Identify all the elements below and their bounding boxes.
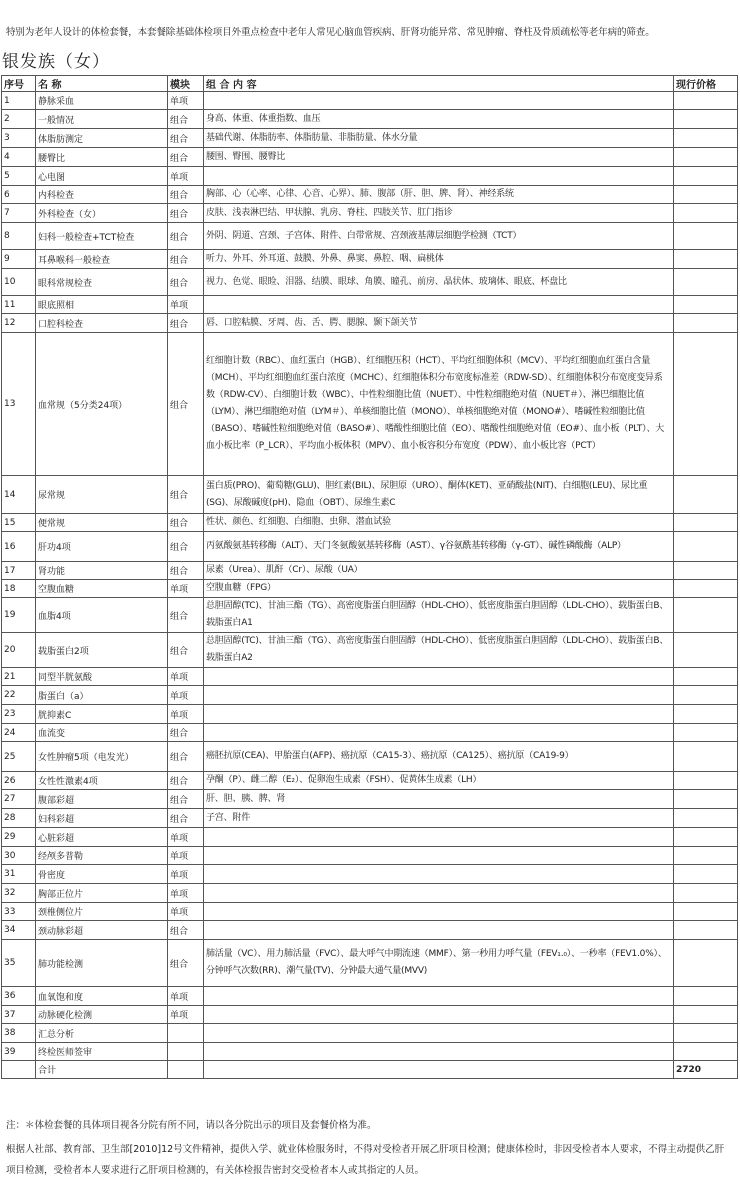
row-no: 14 [2, 476, 36, 514]
row-module: 单项 [168, 903, 204, 921]
table-row [2, 314, 738, 333]
table-row [2, 514, 738, 532]
row-no: 32 [2, 884, 36, 903]
row-price [674, 580, 738, 598]
table-row [2, 809, 738, 828]
row-price [674, 532, 738, 562]
row-module: 单项 [168, 847, 204, 865]
row-price [674, 847, 738, 865]
row-module: 组合 [168, 532, 204, 562]
row-content: 视力、色觉、眼睑、泪器、结膜、眼球、角膜、瞳孔、前房、晶状体、玻璃体、眼底、杯盘比 [204, 269, 674, 296]
row-price [674, 296, 738, 314]
row-name: 骨密度 [36, 865, 168, 884]
row-module: 单项 [168, 167, 204, 186]
row-name: 血脂4项 [36, 598, 168, 633]
row-name: 便常规 [36, 514, 168, 532]
table-row [2, 204, 738, 223]
row-name: 一般情况 [36, 110, 168, 129]
row-no: 34 [2, 921, 36, 940]
row-content: 腰围、臀围、腰臀比 [204, 148, 674, 167]
row-content: 外阴、阴道、宫颈、子宫体、附件、白带常规、宫颈液基薄层细胞学检测（TCT） [204, 223, 674, 250]
row-no: 28 [2, 809, 36, 828]
row-price [674, 903, 738, 921]
row-price [674, 204, 738, 223]
table-row [2, 1024, 738, 1043]
row-name: 静脉采血 [36, 92, 168, 110]
row-no: 3 [2, 129, 36, 148]
row-content [204, 903, 674, 921]
row-module: 组合 [168, 110, 204, 129]
row-price [674, 921, 738, 940]
row-name: 胸部正位片 [36, 884, 168, 903]
row-name: 同型半胱氨酸 [36, 668, 168, 686]
row-module: 组合 [168, 562, 204, 580]
table-row [2, 476, 738, 514]
row-content: 总胆固醇(TC)、甘油三酯（TG）、高密度脂蛋白胆固醇（HDL-CHO）、低密度脂蛋白胆固醇（LDL-CHO）、载脂蛋白B、载脂蛋白A1 [204, 598, 674, 633]
row-price [674, 129, 738, 148]
row-name: 空腹血糖 [36, 580, 168, 598]
row-content: 丙氨酸氨基转移酶（ALT）、天门冬氨酸氨基转移酶（AST）、γ谷氨酰基转移酶（γ-GT）、碱性磷酸酶（ALP） [204, 532, 674, 562]
row-price [674, 809, 738, 828]
row-name: 终检医师签审 [36, 1043, 168, 1061]
table-row [2, 333, 738, 476]
row-content [204, 865, 674, 884]
row-price [674, 110, 738, 129]
row-module: 组合 [168, 790, 204, 809]
table-row [2, 1043, 738, 1061]
row-no: 35 [2, 940, 36, 987]
table-row [2, 580, 738, 598]
row-price [674, 940, 738, 987]
table-row [2, 921, 738, 940]
row-module: 单项 [168, 1006, 204, 1024]
row-price [674, 92, 738, 110]
row-content [204, 92, 674, 110]
table-row [2, 148, 738, 167]
package-table [1, 75, 738, 1079]
table-row [2, 865, 738, 884]
row-no: 15 [2, 514, 36, 532]
row-price [674, 865, 738, 884]
row-module: 组合 [168, 186, 204, 204]
row-no: 17 [2, 562, 36, 580]
row-content [204, 1006, 674, 1024]
table-row [2, 772, 738, 790]
row-name: 妇科一般检查+TCT检查 [36, 223, 168, 250]
row-content: 孕酮（P）、雌二醇（E₂）、促卵泡生成素（FSH）、促黄体生成素（LH） [204, 772, 674, 790]
row-no: 19 [2, 598, 36, 633]
row-content: 肺活量（VC）、用力肺活量（FVC）、最大呼气中期流速（MMF）、第一秒用力呼气量（FEV₁.₀）、一秒率（FEV1.0%）、分钟呼气次数(RR)、潮气量(TV)、分钟最大通气量(MVV) [204, 940, 674, 987]
table-row [2, 847, 738, 865]
row-price [674, 772, 738, 790]
table-row [2, 110, 738, 129]
row-module: 单项 [168, 987, 204, 1006]
row-price [674, 514, 738, 532]
row-name: 耳鼻喉科一般检查 [36, 250, 168, 269]
row-price [674, 705, 738, 724]
row-module: 单项 [168, 296, 204, 314]
table-row [2, 562, 738, 580]
row-content: 基础代谢、体脂肪率、体脂肪量、非脂肪量、体水分量 [204, 129, 674, 148]
row-content [204, 1024, 674, 1043]
row-content [204, 828, 674, 847]
row-name: 载脂蛋白2项 [36, 633, 168, 668]
row-content: 肝、胆、胰、脾、肾 [204, 790, 674, 809]
row-no: 33 [2, 903, 36, 921]
table-row [2, 269, 738, 296]
table-row [2, 250, 738, 269]
row-module: 单项 [168, 884, 204, 903]
row-price [674, 186, 738, 204]
total-row [2, 1061, 738, 1079]
row-content: 子宫、附件 [204, 809, 674, 828]
note-disclaimer: 注：＊体检套餐的具体项目视各分院有所不同，请以各分院出示的项目及套餐价格为准。 [6, 1120, 377, 1131]
row-module: 组合 [168, 223, 204, 250]
row-price [674, 1043, 738, 1061]
header-no: 序号 [2, 76, 36, 92]
row-name: 外科检查（女） [36, 204, 168, 223]
row-content [204, 167, 674, 186]
row-content [204, 921, 674, 940]
row-content: 蛋白质(PRO)、葡萄糖(GLU)、胆红素(BIL)、尿胆原（URO）、酮体(KET)、亚硝酸盐(NIT)、白细胞(LEU)、尿比重(SG)、尿酸碱度(pH)、隐血（OBT）、尿维生素C [204, 476, 674, 514]
row-price [674, 476, 738, 514]
row-module: 单项 [168, 92, 204, 110]
row-module [168, 1024, 204, 1043]
row-no: 38 [2, 1024, 36, 1043]
table-row [2, 686, 738, 705]
row-name: 尿常规 [36, 476, 168, 514]
row-price [674, 314, 738, 333]
row-name: 胱抑素C [36, 705, 168, 724]
row-content [204, 847, 674, 865]
row-module: 组合 [168, 333, 204, 476]
row-no: 4 [2, 148, 36, 167]
row-no: 5 [2, 167, 36, 186]
row-module: 组合 [168, 921, 204, 940]
row-name: 心脏彩超 [36, 828, 168, 847]
total-label: 合计 [36, 1061, 168, 1079]
row-no: 23 [2, 705, 36, 724]
row-content [204, 987, 674, 1006]
row-name: 肾功能 [36, 562, 168, 580]
row-name: 血氧饱和度 [36, 987, 168, 1006]
row-content [204, 724, 674, 742]
table-row [2, 940, 738, 987]
table-row [2, 790, 738, 809]
row-name: 血流变 [36, 724, 168, 742]
row-module: 组合 [168, 809, 204, 828]
row-name: 腰臀比 [36, 148, 168, 167]
row-module: 组合 [168, 772, 204, 790]
row-price [674, 250, 738, 269]
row-module: 组合 [168, 148, 204, 167]
row-no: 18 [2, 580, 36, 598]
row-content: 听力、外耳、外耳道、鼓膜、外鼻、鼻窦、鼻腔、咽、扁桃体 [204, 250, 674, 269]
row-content: 红细胞计数（RBC）、血红蛋白（HGB）、红细胞压积（HCT）、平均红细胞体积（MCV）、平均红细胞血红蛋白含量（MCH）、平均红细胞血红蛋白浓度（MCHC）、红细胞体积分布宽度标准差（RDW-SD）、红细胞体积分布宽度变异系数（RDW-CV）、白细胞计数（WBC）、中性粒细胞比值（NUET）、中性粒细胞绝对值（NUET＃）、淋巴细胞比值（LYM）、淋巴细胞绝对值（LYM＃）、单核细胞比值（MONO）、单核细胞绝对值（MONO#）、嗜碱性粒细胞比值（BASO）、嗜碱性粒细胞绝对值（BASO#）、嗜酸性细胞比值（EO）、嗜酸性细胞绝对值（EO#）、血小板（PLT）、大血小板比率（P_LCR）、平均血小板体积（MPV）、血小板容积分布宽度（PDW）、血小板比容（PCT） [204, 333, 674, 476]
table-row [2, 186, 738, 204]
row-content [204, 668, 674, 686]
table-row [2, 987, 738, 1006]
row-no: 10 [2, 269, 36, 296]
row-no: 21 [2, 668, 36, 686]
row-module: 组合 [168, 269, 204, 296]
row-name: 经颅多普勒 [36, 847, 168, 865]
row-name: 动脉硬化检测 [36, 1006, 168, 1024]
row-module: 单项 [168, 705, 204, 724]
row-price [674, 1024, 738, 1043]
row-module: 组合 [168, 598, 204, 633]
row-name: 眼底照相 [36, 296, 168, 314]
row-price [674, 742, 738, 772]
row-price [674, 562, 738, 580]
row-name: 女性肿瘤5项（电发光） [36, 742, 168, 772]
row-no: 26 [2, 772, 36, 790]
row-price [674, 148, 738, 167]
row-no: 36 [2, 987, 36, 1006]
row-price [674, 223, 738, 250]
row-no: 29 [2, 828, 36, 847]
row-content: 空腹血糖（FPG） [204, 580, 674, 598]
row-name: 口腔科检查 [36, 314, 168, 333]
row-no: 25 [2, 742, 36, 772]
row-price [674, 884, 738, 903]
row-price [674, 668, 738, 686]
row-price [674, 828, 738, 847]
row-price [674, 987, 738, 1006]
intro-text: 特别为老年人设计的体检套餐，本套餐除基础体检项目外重点检查中老年人常见心脑血管疾病、肝肾功能异常、常见肿瘤、脊柱及骨质疏松等老年病的筛查。 [6, 27, 655, 38]
row-no: 13 [2, 333, 36, 476]
note-hepatitis-policy: 根据人社部、教育部、卫生部[2010]12号文件精神，提供入学、就业体检服务时，不得对受检者开展乙肝项目检测；健康体检时，非因受检者本人要求，不得主动提供乙肝项目检测，受检者本人要求进行乙肝项目检测的，有关体检报告密封交受检者本人或其指定的人员。 [6, 1144, 725, 1176]
row-module: 组合 [168, 204, 204, 223]
row-name: 内科检查 [36, 186, 168, 204]
row-no: 30 [2, 847, 36, 865]
total-empty-cell [2, 1061, 36, 1079]
row-module: 组合 [168, 129, 204, 148]
row-name: 眼科常规检查 [36, 269, 168, 296]
row-no: 24 [2, 724, 36, 742]
table-row [2, 296, 738, 314]
row-price [674, 269, 738, 296]
row-module: 单项 [168, 828, 204, 847]
row-no: 8 [2, 223, 36, 250]
table-row [2, 884, 738, 903]
table-row [2, 92, 738, 110]
table-row [2, 532, 738, 562]
row-content [204, 884, 674, 903]
header-content: 组 合 内 容 [204, 76, 674, 92]
header-price: 现行价格 [674, 76, 738, 92]
table-row [2, 598, 738, 633]
table-row [2, 1006, 738, 1024]
row-no: 7 [2, 204, 36, 223]
row-price [674, 724, 738, 742]
row-content [204, 705, 674, 724]
row-name: 体脂肪测定 [36, 129, 168, 148]
table-row [2, 223, 738, 250]
row-name: 腹部彩超 [36, 790, 168, 809]
row-name: 颈动脉彩超 [36, 921, 168, 940]
row-no: 20 [2, 633, 36, 668]
row-module: 组合 [168, 724, 204, 742]
table-row [2, 903, 738, 921]
row-module: 组合 [168, 742, 204, 772]
row-content: 癌胚抗原(CEA)、甲胎蛋白(AFP)、癌抗原（CA15-3）、癌抗原（CA125）、癌抗原（CA19-9） [204, 742, 674, 772]
row-no: 2 [2, 110, 36, 129]
row-module: 组合 [168, 476, 204, 514]
total-empty-cell [168, 1061, 204, 1079]
row-module: 单项 [168, 865, 204, 884]
row-content [204, 1043, 674, 1061]
row-content: 总胆固醇(TC)、甘油三酯（TG）、高密度脂蛋白胆固醇（HDL-CHO）、低密度脂蛋白胆固醇（LDL-CHO）、载脂蛋白B、载脂蛋白A2 [204, 633, 674, 668]
row-name: 汇总分析 [36, 1024, 168, 1043]
row-content: 唇、口腔粘膜、牙周、齿、舌、腭、腮腺、颞下颌关节 [204, 314, 674, 333]
row-no: 16 [2, 532, 36, 562]
table-header-row [2, 76, 738, 92]
row-module: 组合 [168, 250, 204, 269]
row-content: 身高、体重、体重指数、血压 [204, 110, 674, 129]
row-no: 31 [2, 865, 36, 884]
row-no: 22 [2, 686, 36, 705]
row-name: 脂蛋白（a） [36, 686, 168, 705]
row-content [204, 686, 674, 705]
table-row [2, 742, 738, 772]
total-empty-cell [204, 1061, 674, 1079]
row-module [168, 1043, 204, 1061]
row-module: 组合 [168, 514, 204, 532]
row-price [674, 633, 738, 668]
row-price [674, 598, 738, 633]
header-name: 名 称 [36, 76, 168, 92]
row-name: 妇科彩超 [36, 809, 168, 828]
row-no: 11 [2, 296, 36, 314]
row-module: 组合 [168, 314, 204, 333]
table-row [2, 129, 738, 148]
header-module: 模块 [168, 76, 204, 92]
row-no: 9 [2, 250, 36, 269]
row-price [674, 167, 738, 186]
row-price [674, 686, 738, 705]
row-name: 血常规（5分类24项） [36, 333, 168, 476]
notes-section [6, 1115, 731, 1181]
row-content: 胸部、心（心率、心律、心音、心界）、肺、腹部（肝、胆、脾、肾）、神经系统 [204, 186, 674, 204]
row-name: 女性性激素4项 [36, 772, 168, 790]
row-no: 12 [2, 314, 36, 333]
row-module: 组合 [168, 940, 204, 987]
row-no: 6 [2, 186, 36, 204]
row-module: 单项 [168, 668, 204, 686]
row-price [674, 790, 738, 809]
row-module: 单项 [168, 580, 204, 598]
row-no: 39 [2, 1043, 36, 1061]
row-content: 尿素（Urea）、肌酐（Cr）、尿酸（UA） [204, 562, 674, 580]
row-module: 组合 [168, 633, 204, 668]
package-title: 银发族（女） [2, 52, 110, 72]
row-content: 皮肤、浅表淋巴结、甲状腺、乳房、脊柱、四肢关节、肛门指诊 [204, 204, 674, 223]
table-row [2, 705, 738, 724]
table-row [2, 633, 738, 668]
row-content [204, 296, 674, 314]
row-name: 肝功4项 [36, 532, 168, 562]
table-row [2, 668, 738, 686]
row-no: 27 [2, 790, 36, 809]
row-no: 1 [2, 92, 36, 110]
table-row [2, 828, 738, 847]
row-name: 肺功能检测 [36, 940, 168, 987]
row-price [674, 333, 738, 476]
row-module: 单项 [168, 686, 204, 705]
table-row [2, 724, 738, 742]
row-name: 颈椎侧位片 [36, 903, 168, 921]
row-name: 心电图 [36, 167, 168, 186]
row-price [674, 1006, 738, 1024]
table-row [2, 167, 738, 186]
total-price: 2720 [674, 1061, 738, 1079]
row-no: 37 [2, 1006, 36, 1024]
row-content: 性状、颜色、红细胞、白细胞、虫卵、潜血试验 [204, 514, 674, 532]
